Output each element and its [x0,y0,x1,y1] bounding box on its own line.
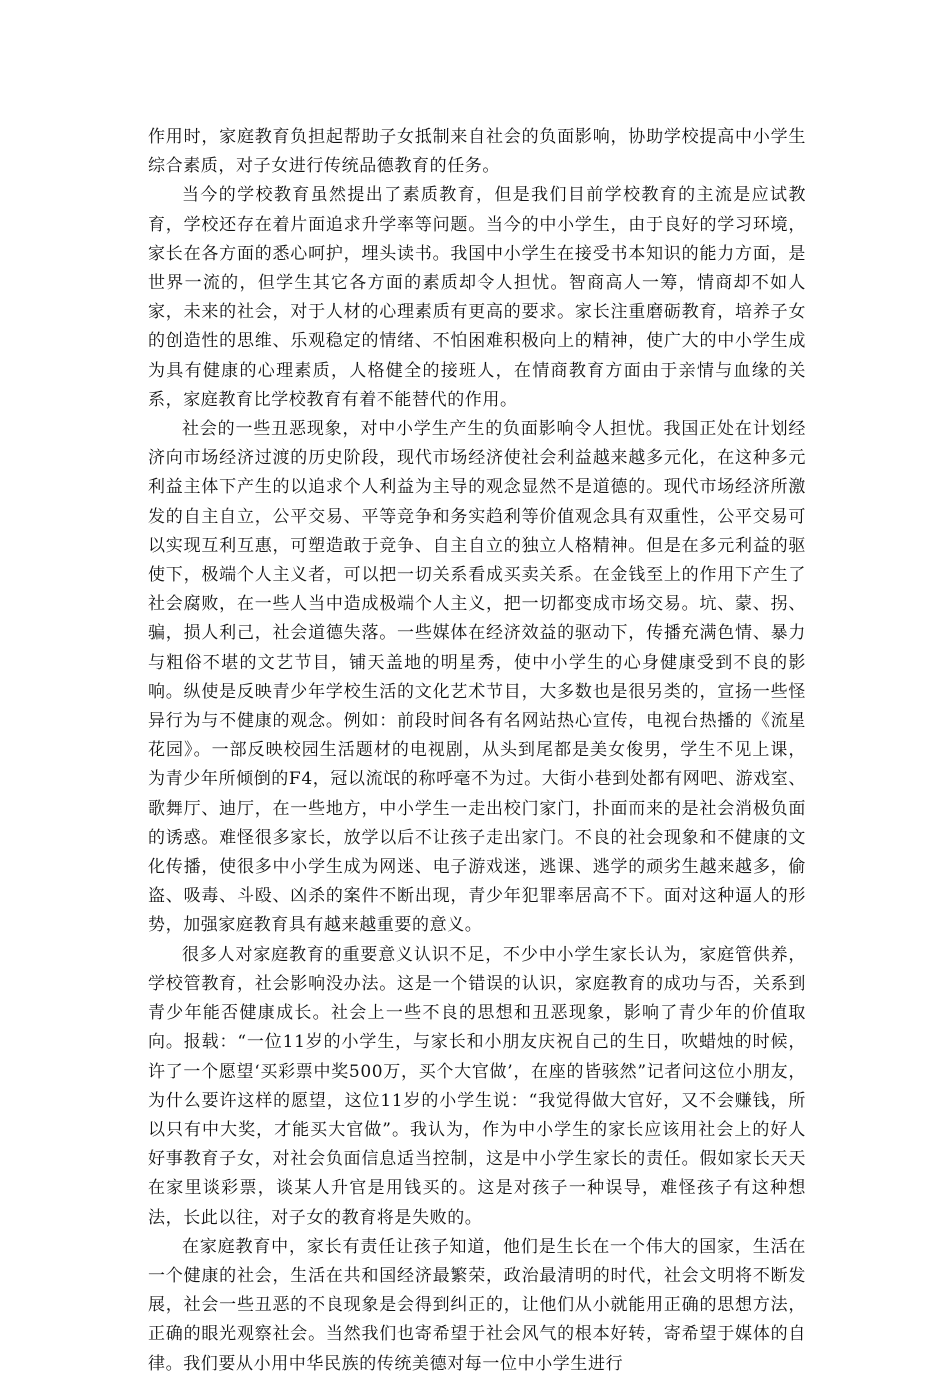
paragraph-family-responsibility: 在家庭教育中，家长有责任让孩子知道，他们是生长在一个伟大的国家，生活在一个健康的社会，生活在共和国经济最繁荣，政治最清明的时代，社会文明将不断发展，社会一些丑恶的不良现象是会得到纠正的，让他们从小就能用正确的思想方法，正确的眼光观察社会。当然我们也寄希望于社会风气的根本好转，寄希望于媒体的自律。我们要从小用中华民族的传统美德对每一位中小学生进行 [148,1236,806,1374]
paragraph-social-phenomena: 社会的一些丑恶现象，对中小学生产生的负面影响令人担忧。我国正处在计划经济向市场经济过渡的历史阶段，现代市场经济使社会利益越来越多元化，在这种多元利益主体下产生的以追求个人利益为主导的观念显然不是道德的。现代市场经济所激发的自主自立，公平交易、平等竞争和务实趋利等价值观念具有双重性，公平交易可以实现互利互惠，可塑造敢于竞争、自主自立的独立人格精神。但是在多元利益的驱使下，极端个人主义者，可以把一切关系看成买卖关系。在金钱至上的作用下产生了社会腐败，在一些人当中造成极端个人主义，把一切都变成市场交易。坑、蒙、拐、骗，损人利己，社会道德失落。一些媒体在经济效益的驱动下，传播充满色情、暴力与粗俗不堪的文艺节目，铺天盖地的明星秀，使中小学生的心身健康受到不良的影响。纵使是反映青少年学校生活的文化艺术节目，大多数也是很另类的，宣扬一些怪异行为与不健康的观念。例如：前段时间各有名网站热心宣传，电视台热播的《流星花园》。一部反映校园生活题材的电视剧，从头到尾都是美女俊男，学生不见上课，为青少年所倾倒的F4，冠以流氓的称呼毫不为过。大街小巷到处都有网吧、游戏室、歌舞厅、迪厅，在一些地方，中小学生一走出校门家门，扑面而来的是社会消极负面的诱惑。难怪很多家长，放学以后不让孩子走出家门。不良的社会现象和不健康的文化传播，使很多中小学生成为网迷、电子游戏迷，逃课、逃学的顽劣生越来越多，偷盗、吸毒、斗殴、凶杀的案件不断出现，青少年犯罪率居高不下。面对这种逼人的形势，加强家庭教育具有越来越重要的意义。 [148,419,806,936]
paragraph-family-education-awareness: 很多人对家庭教育的重要意义认识不足，不少中小学生家长认为，家庭管供养，学校管教育，社会影响没办法。这是一个错误的认识，家庭教育的成功与否，关系到青少年能否健康成长。社会上一些不良的思想和丑恶现象，影响了青少年的价值取向。报载：“一位11岁的小学生，与家长和小朋友庆祝自己的生日，吹蜡烛的时候，许了一个愿望‘买彩票中奖500万，买个大官做’，在座的皆骇然”记者问这位小朋友，为什么要许这样的愿望，这位11岁的小学生说：“我觉得做大官好，又不会赚钱，所以只有中大奖，才能买大官做”。我认为，作为中小学生的家长应该用社会上的好人好事教育子女，对社会负面信息适当控制，这是中小学生家长的责任。假如家长天天在家里谈彩票，谈某人升官是用钱买的。这是对孩子一种误导，难怪孩子有这种想法，长此以往，对子女的教育将是失败的。 [148,944,806,1228]
paragraph-school-education: 当今的学校教育虽然提出了素质教育，但是我们目前学校教育的主流是应试教育，学校还存在着片面追求升学率等问题。当今的中小学生，由于良好的学习环境，家长在各方面的悉心呵护，埋头读书。我国中小学生在接受书本知识的能力方面，是世界一流的，但学生其它各方面的素质却令人担忧。智商高人一筹，情商却不如人家，未来的社会，对于人材的心理素质有更高的要求。家长注重磨砺教育，培养子女的创造性的思维、乐观稳定的情绪、不怕困难积极向上的精神，使广大的中小学生成为具有健康的心理素质，人格健全的接班人，在情商教育方面由于亲情与血缘的关系，家庭教育比学校教育有着不能替代的作用。 [148,185,806,410]
paragraph-continuation: 作用时，家庭教育负担起帮助子女抵制来自社会的负面影响，协助学校提高中小学生综合素质，对子女进行传统品德教育的任务。 [148,127,806,177]
document-body [148,123,806,1379]
